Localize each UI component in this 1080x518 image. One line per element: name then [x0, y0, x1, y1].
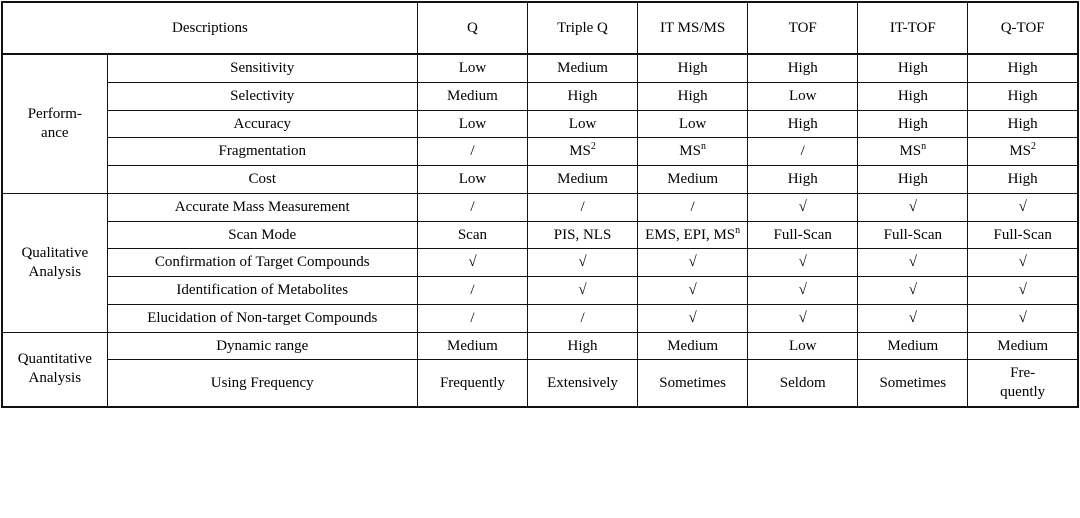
table-cell: Medium	[858, 332, 968, 360]
table-cell: High	[968, 110, 1078, 138]
table-row	[2, 193, 1078, 221]
row-label: Scan Mode	[107, 221, 417, 249]
table-cell: /	[417, 277, 527, 305]
superscript: n	[735, 224, 741, 236]
table-cell: Low	[417, 110, 527, 138]
table-cell: Low	[748, 82, 858, 110]
table-cell: Frequently	[417, 360, 527, 407]
header-it-msms: IT MS/MS	[638, 2, 748, 54]
header-triple-q: Triple Q	[527, 2, 637, 54]
table-cell: √	[968, 277, 1078, 305]
table-row	[2, 82, 1078, 110]
table-cell: √	[858, 304, 968, 332]
table-cell	[968, 360, 1078, 407]
row-label: Cost	[107, 166, 417, 194]
header-it-tof: IT-TOF	[858, 2, 968, 54]
table-cell: High	[858, 82, 968, 110]
table-cell: High	[858, 54, 968, 82]
header-q-tof: Q-TOF	[968, 2, 1078, 54]
header-descriptions: Descriptions	[2, 2, 417, 54]
table-cell: √	[527, 249, 637, 277]
table-cell: $MS^2$	[968, 138, 1078, 166]
table-cell: High	[638, 54, 748, 82]
row-label: Sensitivity	[107, 54, 417, 82]
table-row	[2, 166, 1078, 194]
table-cell: Low	[527, 110, 637, 138]
header-q: Q	[417, 2, 527, 54]
table-cell: √	[638, 304, 748, 332]
table-cell: √	[748, 277, 858, 305]
table-row	[2, 360, 1078, 407]
table-cell: √	[638, 277, 748, 305]
table-cell: /	[527, 304, 637, 332]
row-label: Accurate Mass Measurement	[107, 193, 417, 221]
group-label-line: ance	[41, 124, 69, 141]
group-label-line: Qualitative	[21, 244, 89, 261]
table-cell: High	[968, 82, 1078, 110]
group-label	[2, 193, 107, 332]
table-row	[2, 110, 1078, 138]
table-cell: √	[748, 249, 858, 277]
table-cell: /	[417, 304, 527, 332]
group-label	[2, 332, 107, 407]
table-cell: Medium	[638, 332, 748, 360]
table-cell: Low	[417, 166, 527, 194]
table-body	[2, 54, 1078, 407]
table-cell: /	[417, 193, 527, 221]
table-cell: Low	[748, 332, 858, 360]
table-cell: High	[968, 166, 1078, 194]
table-cell: Low	[638, 110, 748, 138]
table-cell: High	[638, 82, 748, 110]
table-cell: /	[638, 193, 748, 221]
table-cell: Full-Scan	[748, 221, 858, 249]
table-cell: Medium	[527, 54, 637, 82]
table-cell: /	[527, 193, 637, 221]
superscript: n	[921, 141, 927, 153]
table-row	[2, 304, 1078, 332]
table-cell: High	[527, 332, 637, 360]
table-cell: Scan	[417, 221, 527, 249]
table-cell: √	[527, 277, 637, 305]
table-cell: High	[968, 54, 1078, 82]
group-label-line: Quantitative	[17, 351, 92, 368]
table-cell: Sometimes	[858, 360, 968, 407]
table-sheet	[0, 1, 1080, 518]
table-row	[2, 54, 1078, 82]
row-label: Fragmentation	[107, 138, 417, 166]
row-label: Dynamic range	[107, 332, 417, 360]
table-cell: High	[748, 166, 858, 194]
comparison-table	[1, 1, 1079, 408]
table-cell: Full-Scan	[858, 221, 968, 249]
table-cell: √	[858, 249, 968, 277]
table-row	[2, 277, 1078, 305]
table-cell: /	[748, 138, 858, 166]
row-label: Selectivity	[107, 82, 417, 110]
table-cell: $MS^n$	[638, 138, 748, 166]
table-row	[2, 332, 1078, 360]
table-cell: High	[858, 110, 968, 138]
table-cell: √	[968, 249, 1078, 277]
table-cell: √	[968, 193, 1078, 221]
table-cell: √	[748, 193, 858, 221]
table-row	[2, 138, 1078, 166]
table-cell: Seldom	[748, 360, 858, 407]
table-cell: Low	[417, 54, 527, 82]
table-cell: Sometimes	[638, 360, 748, 407]
table-cell: $MS^2$	[527, 138, 637, 166]
table-cell: PIS, NLS	[527, 221, 637, 249]
table-cell: EMS, EPI, $MS^n$	[638, 221, 748, 249]
group-label-line: Analysis	[28, 370, 82, 387]
table-row	[2, 221, 1078, 249]
table-cell: Medium	[968, 332, 1078, 360]
table-cell: √	[858, 193, 968, 221]
superscript: 2	[590, 141, 596, 153]
table-row	[2, 249, 1078, 277]
table-cell: /	[417, 138, 527, 166]
table-cell: Medium	[527, 166, 637, 194]
table-cell: Medium	[638, 166, 748, 194]
group-label-line: Analysis	[28, 263, 82, 280]
header-row	[2, 2, 1078, 54]
table-cell: High	[748, 54, 858, 82]
row-label: Using Frequency	[107, 360, 417, 407]
superscript: 2	[1031, 141, 1037, 153]
group-label	[2, 54, 107, 193]
row-label: Confirmation of Target Compounds	[107, 249, 417, 277]
table-cell: Medium	[417, 82, 527, 110]
row-label: Elucidation of Non-target Compounds	[107, 304, 417, 332]
table-cell: $MS^n$	[858, 138, 968, 166]
cell-line: Fre-	[1010, 365, 1036, 382]
table-cell: High	[858, 166, 968, 194]
table-cell: Full-Scan	[968, 221, 1078, 249]
row-label: Accuracy	[107, 110, 417, 138]
superscript: n	[700, 141, 706, 153]
table-cell: Extensively	[527, 360, 637, 407]
table-cell: √	[417, 249, 527, 277]
table-cell: High	[527, 82, 637, 110]
row-label: Identification of Metabolites	[107, 277, 417, 305]
cell-line: quently	[1000, 384, 1046, 400]
group-label-line: Perform-	[27, 106, 82, 123]
table-cell: High	[748, 110, 858, 138]
table-cell: √	[748, 304, 858, 332]
table-head	[2, 2, 1078, 54]
table-cell: √	[858, 277, 968, 305]
table-cell: √	[638, 249, 748, 277]
table-cell: Medium	[417, 332, 527, 360]
header-tof: TOF	[748, 2, 858, 54]
table-cell: √	[968, 304, 1078, 332]
